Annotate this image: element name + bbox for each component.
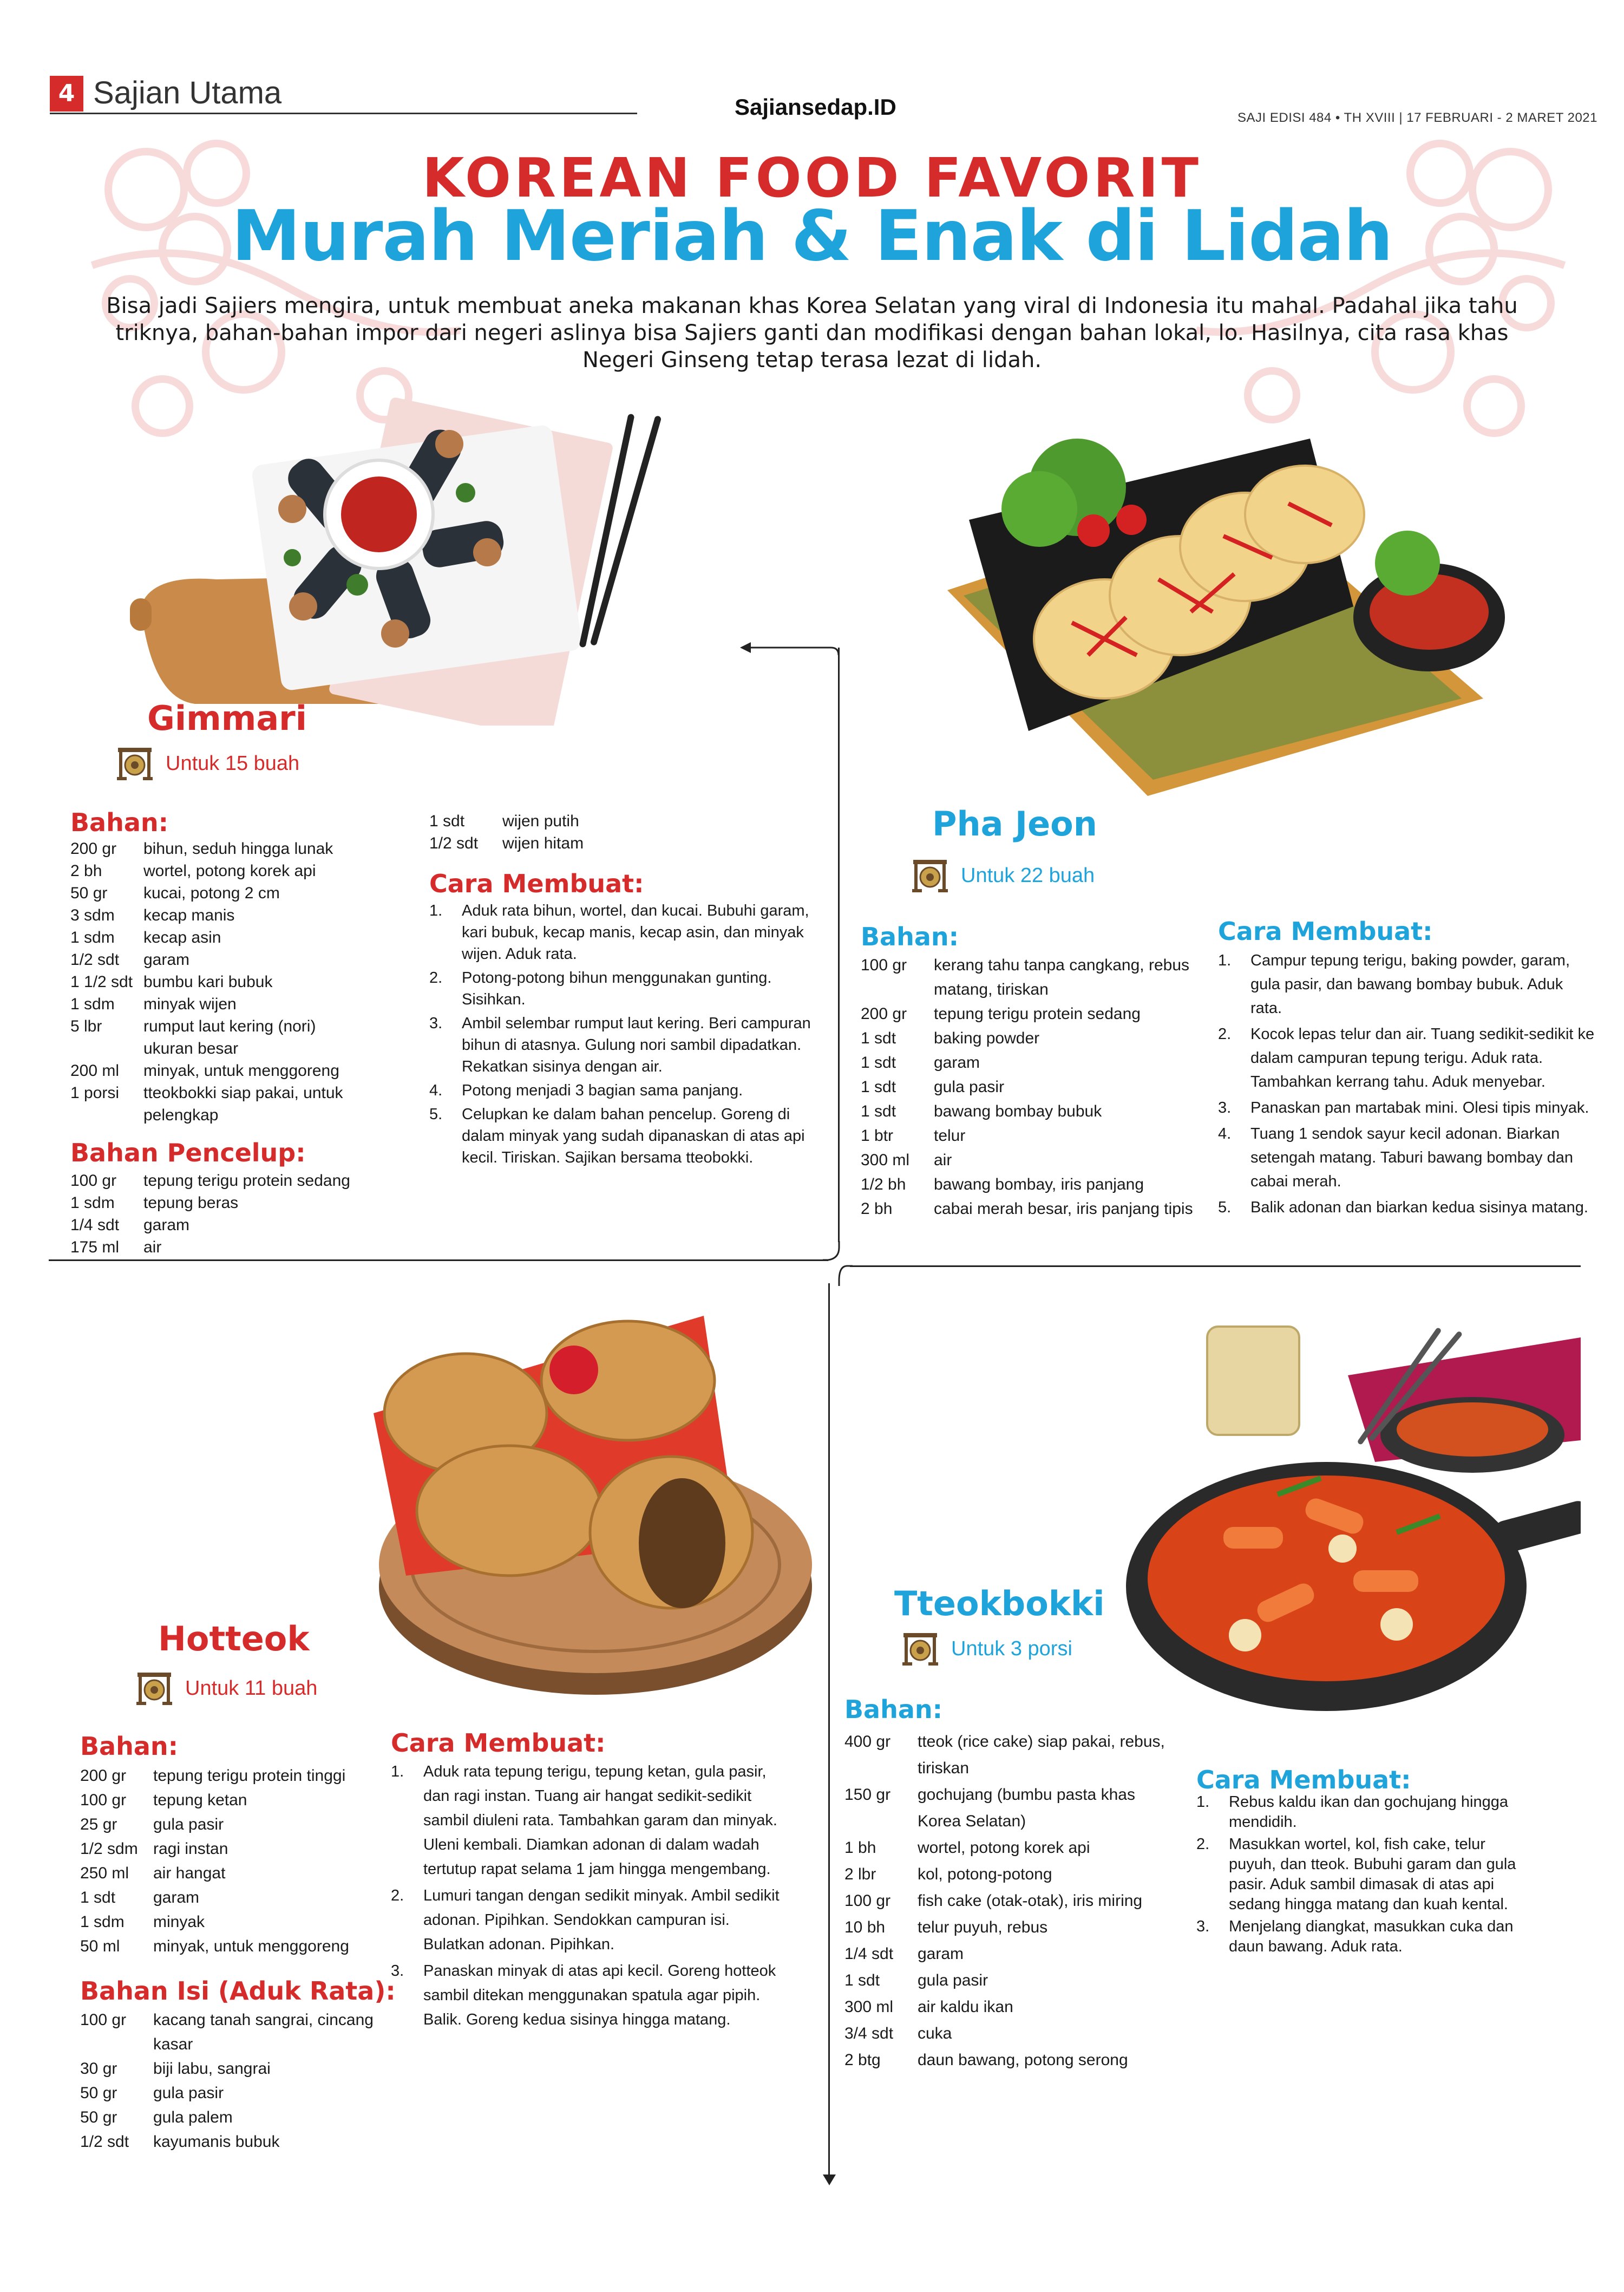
tteokbokki-cara-label: Cara Membuat:: [1196, 1765, 1411, 1794]
pha-jeon-yield-text: Untuk 22 buah: [961, 864, 1095, 887]
list-item: 1 sdm kecap asin: [70, 929, 221, 946]
edition-info: SAJI EDISI 484 • TH XVIII | 17 FEBRUARI - 2 MARET 2021: [1237, 110, 1597, 125]
list-item: 50 gr gula palem: [80, 2108, 233, 2126]
hotteok-photo: [357, 1305, 844, 1716]
list-item: 300 ml air: [861, 1151, 952, 1169]
arrow-down-icon: [821, 2171, 838, 2187]
hotteok-yield: [135, 1669, 317, 1707]
gong-icon: [135, 1669, 173, 1707]
step-item: 3. Menjelang diangkat, masukkan cuka dan daun bawang. Aduk rata.: [1196, 1918, 1514, 1955]
list-item: 200 ml minyak, untuk menggoreng: [70, 1062, 339, 1080]
gong-icon: [901, 1630, 939, 1668]
step-item: 4. Potong menjadi 3 bagian sama panjang.: [429, 1082, 743, 1099]
hotteok-cara-label: Cara Membuat:: [391, 1728, 606, 1758]
site-name: Sajiansedap.ID: [735, 94, 896, 120]
step-item: 1. Campur tepung terigu, baking powder, garam, gula pasir, dan bawang bombay bubuk. Aduk rata.: [1218, 952, 1570, 1017]
gimmari-pencelup-list: [70, 1170, 374, 1258]
pha-jeon-title: Pha Jeon: [932, 804, 1097, 844]
page-number: 4: [50, 76, 83, 112]
list-item: 400 gr tteok (rice cake) siap pakai, rebus, tiriskan: [844, 1733, 1165, 1777]
list-item: 2 btg daun bawang, potong serong: [844, 2051, 1128, 2069]
list-item: 100 gr fish cake (otak-otak), iris miring: [844, 1892, 1143, 1910]
list-item: 250 ml air hangat: [80, 1864, 226, 1882]
hotteok-isi-label: Bahan Isi (Aduk Rata):: [80, 1976, 396, 2006]
list-item: 50 gr gula pasir: [80, 2084, 224, 2102]
gong-icon: [911, 857, 949, 894]
list-item: 2 bh wortel, potong korek api: [70, 862, 316, 880]
step-item: 3. Ambil selembar rumput laut kering. Beri campuran bihun di atasnya. Gulung nori sambil dipadatkan. Rekatkan sisinya dengan air.: [429, 1015, 811, 1075]
hotteok-isi-list: [80, 2008, 383, 2154]
step-item: 2. Lumuri tangan dengan sedikit minyak. Ambil sedikit adonan. Pipihkan. Sendokkan campuran isi. Bulatkan adonan. Pipihkan.: [391, 1887, 780, 1953]
hotteok-bahan-list: [80, 1764, 383, 1958]
list-item: 1/4 sdt garam: [70, 1216, 190, 1234]
list-item: 1 sdm minyak wijen: [70, 995, 237, 1013]
list-item: 1 sdt bawang bombay bubuk: [861, 1102, 1102, 1120]
list-item: 1 sdt baking powder: [861, 1029, 1040, 1047]
list-item: 1 porsi tteokbokki siap pakai, untuk pelengkap: [70, 1084, 343, 1124]
step-item: 2. Potong-potong bihun menggunakan gunting. Sisihkan.: [429, 969, 772, 1008]
gimmari-cara-list: [429, 900, 819, 1171]
list-item: 1 sdm tepung beras: [70, 1194, 239, 1212]
step-item: 1. Rebus kaldu ikan dan gochujang hingga mendidih.: [1196, 1793, 1508, 1831]
list-item: 1/2 sdt kayumanis bubuk: [80, 2133, 280, 2151]
pha-jeon-cara-label: Cara Membuat:: [1218, 917, 1433, 946]
list-item: 100 gr tepung ketan: [80, 1791, 247, 1809]
list-item: 1/4 sdt garam: [844, 1945, 964, 1963]
intro-paragraph: Bisa jadi Sajiers mengira, untuk membuat aneka makanan khas Korea Selatan yang viral di Indonesia itu mahal. Padahal jika tahu triknya, bahan-bahan impor dari negeri aslinya bisa Sajiers ganti dan modifikasi dengan bahan lokal, lo. Hasilnya, cita rasa khas Negeri Ginseng tetap terasa lezat di lidah.: [106, 293, 1518, 373]
list-item: 3/4 sdt cuka: [844, 2025, 952, 2042]
step-item: 2. Kocok lepas telur dan air. Tuang sedikit-sedikit ke dalam campuran tepung terigu. Aduk rata. Tambahkan kerrang tahu. Aduk menyebar.: [1218, 1026, 1595, 1091]
list-item: 150 gr gochujang (bumbu pasta khas Korea Selatan): [844, 1786, 1135, 1830]
gong-icon: [116, 745, 154, 782]
pha-jeon-bahan-list: [861, 953, 1207, 1221]
list-item: 2 bh cabai merah besar, iris panjang tipis: [861, 1200, 1193, 1218]
pha-jeon-photo: [909, 384, 1516, 796]
hotteok-title: Hotteok: [158, 1619, 310, 1658]
list-item: 300 ml air kaldu ikan: [844, 1998, 1013, 2016]
list-item: 200 gr bihun, seduh hingga lunak: [70, 840, 333, 858]
corner-curve-left: [823, 1240, 844, 1262]
gimmari-cara-label: Cara Membuat:: [429, 869, 644, 898]
list-item: 3 sdm kecap manis: [70, 906, 235, 924]
step-item: 2. Masukkan wortel, kol, fish cake, telur puyuh, dan tteok. Bubuhi garam dan gula pasir. Aduk sambil dimasak di atas api sedang hingga matang dan kuah kental.: [1196, 1836, 1516, 1913]
list-item: 1 sdt gula pasir: [861, 1078, 1005, 1096]
tteokbokki-bahan-list: [844, 1728, 1180, 2073]
list-item: 100 gr kerang tahu tanpa cangkang, rebus matang, tiriskan: [861, 956, 1190, 998]
list-item: 200 gr tepung terigu protein sedang: [861, 1005, 1141, 1023]
gimmari-bahan-label: Bahan:: [70, 808, 169, 837]
gimmari-yield: [116, 745, 299, 782]
list-item: 10 bh telur puyuh, rebus: [844, 1918, 1048, 1936]
gimmari-title: Gimmari: [147, 698, 307, 738]
step-item: 5. Celupkan ke dalam bahan pencelup. Goreng di dalam minyak yang sudah dipanaskan di atas api kecil. Tiriskan. Sajikan bersama tteobokki.: [429, 1106, 805, 1166]
gimmari-bahan-list: [70, 838, 352, 1126]
list-item: 100 gr kacang tanah sangrai, cincang kasar: [80, 2011, 374, 2053]
hotteok-bahan-label: Bahan:: [80, 1732, 179, 1761]
list-item: 30 gr biji labu, sangrai: [80, 2060, 271, 2078]
step-item: 1. Aduk rata bihun, wortel, dan kucai. Bubuhi garam, kari bubuk, kecap manis, kecap asin, dan minyak wijen. Aduk rata.: [429, 902, 809, 963]
header-rule: [50, 113, 637, 114]
divider-horizontal-left: [49, 1259, 828, 1261]
list-item: 1/2 sdt garam: [70, 951, 190, 969]
list-item: 50 ml minyak, untuk menggoreng: [80, 1937, 349, 1955]
hotteok-yield-text: Untuk 11 buah: [185, 1676, 318, 1700]
gimmari-photo: [130, 379, 742, 726]
list-item: 25 gr gula pasir: [80, 1816, 224, 1833]
list-item: 1 sdt garam: [861, 1054, 980, 1072]
step-item: 5. Balik adonan dan biarkan kedua sisinya matang.: [1218, 1199, 1588, 1216]
step-item: 3. Panaskan minyak di atas api kecil. Goreng hotteok sambil ditekan menggunakan spatula agar pipih. Balik. Goreng kedua sisinya hingga matang.: [391, 1962, 776, 2028]
list-item: 1/2 bh bawang bombay, iris panjang: [861, 1176, 1144, 1193]
tteokbokki-cara-list: [1196, 1792, 1532, 1959]
arrow-left-icon: [739, 639, 842, 656]
tteokbokki-bahan-label: Bahan:: [844, 1695, 943, 1724]
tteokbokki-photo: [1115, 1300, 1581, 1722]
pha-jeon-bahan-label: Bahan:: [861, 922, 959, 951]
list-item: 1 btr telur: [861, 1127, 966, 1145]
list-item: 1 sdt wijen putih: [429, 812, 579, 830]
step-item: 3. Panaskan pan martabak mini. Olesi tipis minyak.: [1218, 1099, 1589, 1116]
list-item: 1 sdt garam: [80, 1889, 200, 1906]
hotteok-cara-list: [391, 1760, 791, 2034]
divider-vertical-top: [838, 648, 840, 1242]
tteokbokki-title: Tteokbokki: [894, 1584, 1105, 1623]
gimmari-bahan-extra-list: [429, 810, 711, 854]
section-name: Sajian Utama: [93, 75, 282, 110]
list-item: 1/2 sdm ragi instan: [80, 1840, 228, 1858]
list-item: 2 lbr kol, potong-potong: [844, 1865, 1052, 1883]
list-item: 50 gr kucai, potong 2 cm: [70, 884, 280, 902]
list-item: 1 sdt gula pasir: [844, 1971, 988, 1989]
headline: Murah Meriah & Enak di Lidah: [231, 196, 1393, 277]
kicker-title: KOREAN FOOD FAVORIT: [422, 146, 1202, 210]
list-item: 175 ml air: [70, 1238, 162, 1256]
gimmari-pencelup-label: Bahan Pencelup:: [70, 1138, 306, 1167]
list-item: 1 sdm minyak: [80, 1913, 205, 1931]
list-item: 1/2 sdt wijen hitam: [429, 834, 584, 852]
list-item: 200 gr tepung terigu protein tinggi: [80, 1767, 346, 1785]
step-item: 4. Tuang 1 sendok sayur kecil adonan. Biarkan setengah matang. Taburi bawang bombay dan cabai merah.: [1218, 1125, 1574, 1190]
pha-jeon-yield: [911, 857, 1095, 894]
list-item: 100 gr tepung terigu protein sedang: [70, 1172, 350, 1190]
list-item: 1 bh wortel, potong korek api: [844, 1839, 1090, 1857]
list-item: 1 1/2 sdt bumbu kari bubuk: [70, 973, 273, 991]
tteokbokki-yield: [901, 1630, 1072, 1668]
list-item: 5 lbr rumput laut kering (nori) ukuran besar: [70, 1017, 316, 1057]
pha-jeon-cara-list: [1218, 949, 1597, 1222]
gimmari-yield-text: Untuk 15 buah: [166, 752, 300, 775]
step-item: 1. Aduk rata tepung terigu, tepung ketan, gula pasir, dan ragi instan. Tuang air hangat sedikit-sedikit sambil diuleni rata. Tambahkan garam dan minyak. Uleni kembali. Diamkan adonan di dalam wadah tertutup rapat selama 1 jam hingga mengembang.: [391, 1763, 777, 1878]
tteokbokki-yield-text: Untuk 3 porsi: [951, 1637, 1072, 1660]
corner-curve-right: [823, 1264, 855, 1286]
divider-horizontal-right: [850, 1265, 1581, 1267]
